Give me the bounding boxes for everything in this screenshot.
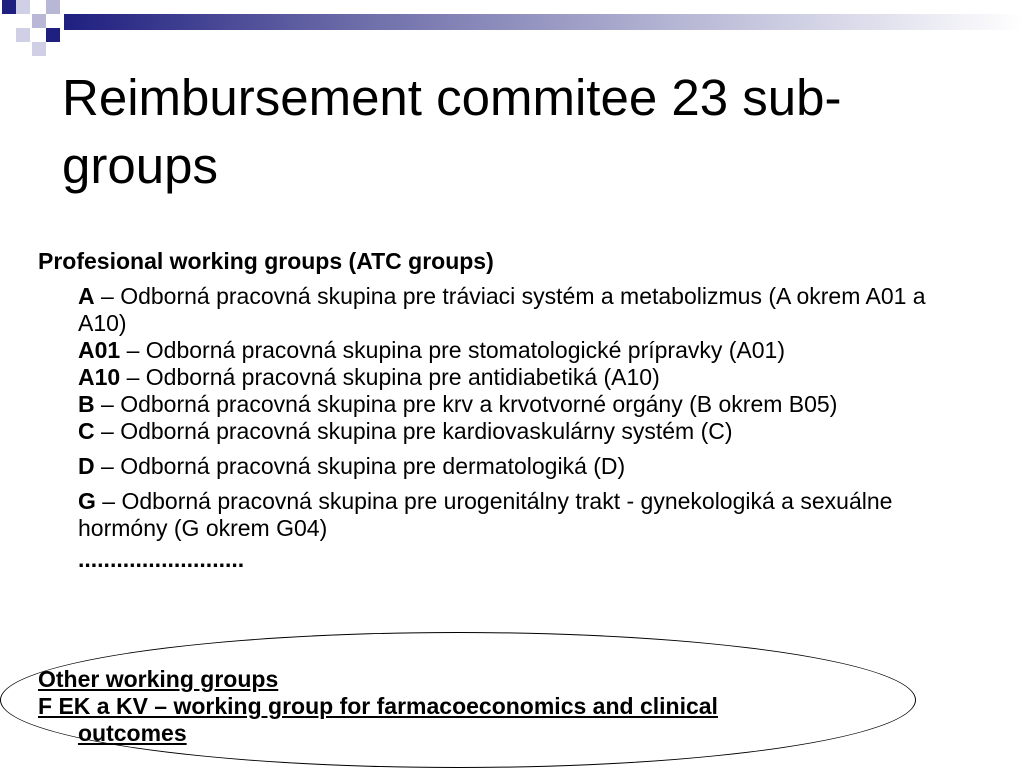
group-code: D [78, 453, 95, 479]
list-item [78, 391, 958, 418]
other-groups-block [38, 666, 998, 747]
list-item [78, 364, 958, 391]
slide-body [38, 248, 998, 573]
group-code: A01 [78, 337, 121, 363]
deco-square [32, 14, 46, 28]
deco-square [16, 0, 30, 14]
header-decoration [0, 0, 1024, 60]
deco-square [46, 28, 60, 42]
list-item [78, 283, 958, 337]
deco-square [46, 0, 60, 14]
deco-square [16, 28, 30, 42]
group-description: – Odborná pracovná skupina pre kardiovaskulárny systém (C) [94, 418, 733, 444]
group-code: C [78, 418, 95, 444]
group-description: – Odborná pracovná skupina pre urogenitálny trakt - gynekologiká a sexuálne hormóny (G okrem G04) [78, 488, 893, 541]
group-description: – Odborná pracovná skupina pre tráviaci systém a metabolizmus (A okrem A01 a A10) [78, 283, 926, 336]
group-code: A10 [78, 364, 121, 390]
deco-square [2, 0, 16, 14]
gradient-bar [64, 14, 1024, 30]
other-group-item: F EK a KV – working group for farmacoeconomics and clinical [38, 693, 718, 719]
group-description: – Odborná pracovná skupina pre dermatologiká (D) [94, 453, 626, 479]
group-description: – Odborná pracovná skupina pre antidiabetiká (A10) [120, 364, 660, 390]
continuation-dots: .......................... [78, 546, 245, 572]
group-code: B [78, 391, 95, 417]
list-item [78, 337, 958, 364]
deco-square [32, 42, 46, 56]
other-groups-heading: Other working groups [38, 666, 279, 692]
group-description: – Odborná pracovná skupina pre stomatologické prípravky (A01) [120, 337, 785, 363]
group-code: A [78, 283, 95, 309]
other-group-item-cont: outcomes [78, 720, 187, 746]
group-description: – Odborná pracovná skupina pre krv a krvotvorné orgány (B okrem B05) [94, 391, 838, 417]
group-code: G [78, 488, 96, 514]
list-item [78, 418, 958, 445]
list-item [78, 453, 958, 480]
atc-groups-list [78, 283, 958, 573]
slide-title: Reimbursement commitee 23 sub-groups [62, 69, 842, 194]
list-item [78, 488, 958, 542]
atc-groups-heading: Profesional working groups (ATC groups) [38, 248, 494, 274]
